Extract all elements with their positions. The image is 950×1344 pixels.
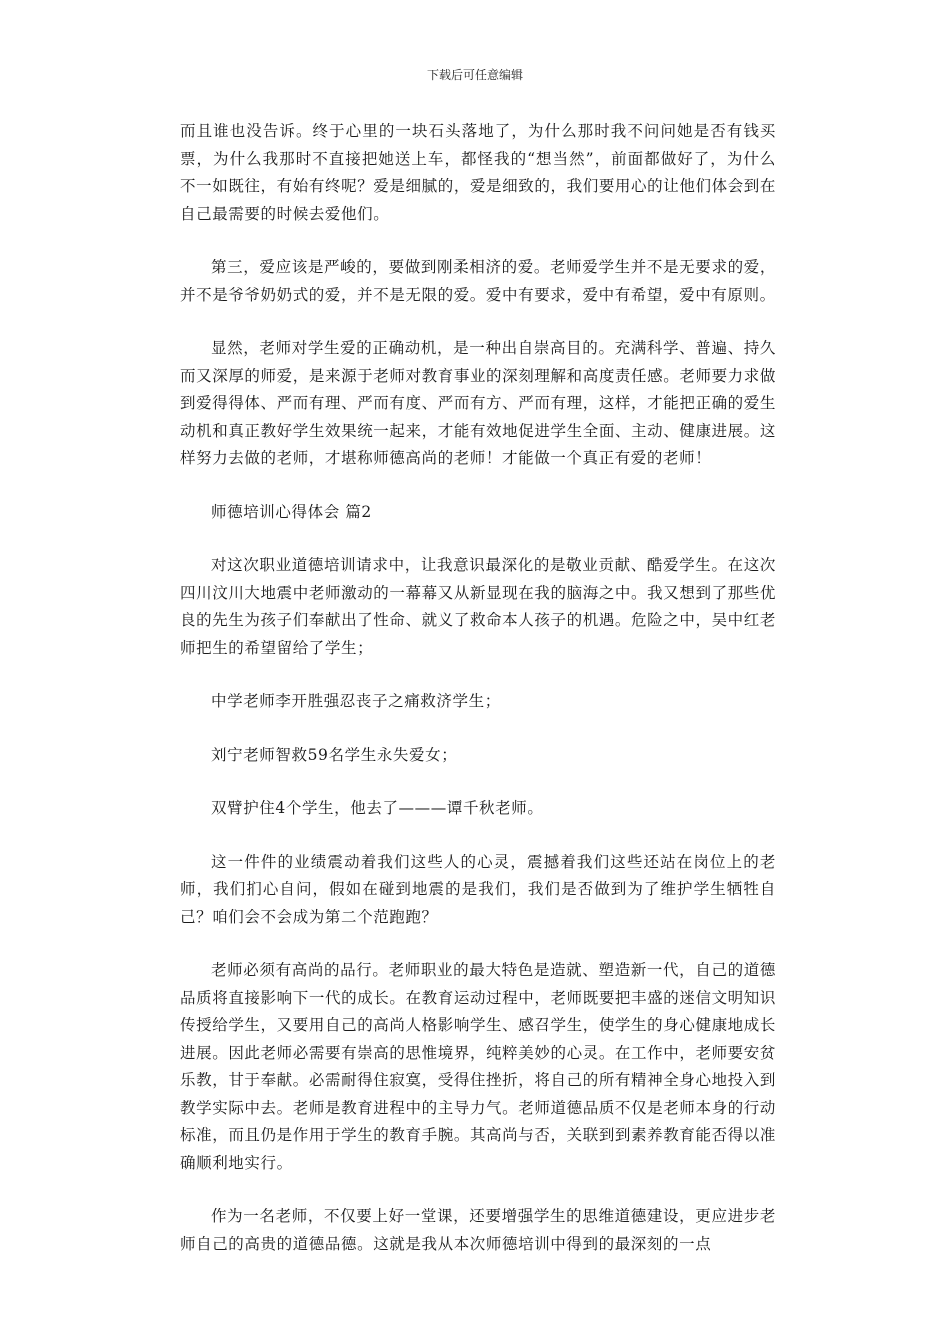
paragraph-reflection: 这一件件的业绩震动着我们这些人的心灵，震撼着我们这些还站在岗位上的老师，我们扪心自问，假如在碰到地震的是我们，我们是否做到为了维护学生牺牲自己？咱们会不会成为第二个范跑跑？ (180, 852, 776, 926)
paragraph-example-3: 双臂护住4个学生，他去了———谭千秋老师。 (211, 799, 544, 817)
paragraph-conclusion: 显然，老师对学生爱的正确动机，是一种出自崇高目的。充满科学、普遍、持久而又深厚的师爱，是来源于老师对教育事业的深刻理解和高度责任感。老师要力求做到爱得得体、严而有理、严而有度、严而有方、严而有理，这样，才能把正确的爱生动机和真正教好学生效果统一起来，才能有效地促进学生全面、主动、健康进展。这样努力去做的老师，才堪称师德高尚的老师！才能做一个真正有爱的老师！ (180, 339, 776, 467)
paragraph-character: 老师必须有高尚的品行。老师职业的最大特色是造就、塑造新一代，自己的道德品质将直接影响下一代的成长。在教育运动过程中，老师既要把丰盛的迷信文明知识传授给学生，又要用自己的高尚人格影响学生、感召学生，使学生的身心健康地成长进展。因此老师必需要有崇高的思惟境界，纯粹美妙的心灵。在工作中，老师要安贫乐教，甘于奉献。必需耐得住寂寞，受得住挫折，将自己的所有精神全身心地投入到教学实际中去。老师是教育进程中的主导力气。老师道德品质不仅是老师本身的行动标准，而且仍是作用于学生的教育手腕。其高尚与否，关联到到素养教育能否得以准确顺利地实行。 (180, 961, 776, 1172)
paragraph-example-2: 刘宁老师智救59名学生永失爱女； (211, 745, 458, 764)
section-heading: 师德培训心得体会 篇2 (211, 502, 372, 521)
page-header: 下载后可任意编辑 (426, 68, 523, 82)
document-body (180, 118, 776, 1284)
paragraph-closing: 作为一名老师，不仅要上好一堂课，还要增强学生的思维道德建设，更应进步老师自己的高贵的道德品德。这就是我从本次师德培训中得到的最深刻的一点 (180, 1207, 776, 1253)
paragraph-example-1: 中学老师李开胜强忍丧子之痛救济学生； (211, 692, 501, 710)
paragraph-intro: 对这次职业道德培训请求中，让我意识最深化的是敬业贡献、酷爱学生。在这次四川汶川大地震中老师激动的一幕幕又从新显现在我的脑海之中。我又想到了那些优良的先生为孩子们奉献出了性命、就义了救命本人孩子的机遇。危险之中，吴中红老师把生的希望留给了学生； (180, 556, 776, 657)
paragraph-third-point: 第三，爱应该是严峻的，要做到刚柔相济的爱。老师爱学生并不是无要求的爱，并不是爷爷奶奶式的爱，并不是无限的爱。爱中有要求，爱中有希望，爱中有原则。 (180, 258, 776, 304)
paragraph-continuation: 而且谁也没告诉。终于心里的一块石头落地了，为什么那时我不问问她是否有钱买票，为什么我那时不直接把她送上车，都怪我的“想当然”，前面都做好了，为什么不一如既往，有始有终呢？爱是细腻的，爱是细致的，我们要用心的让他们体会到在自己最需要的时候去爱他们。 (180, 122, 776, 223)
